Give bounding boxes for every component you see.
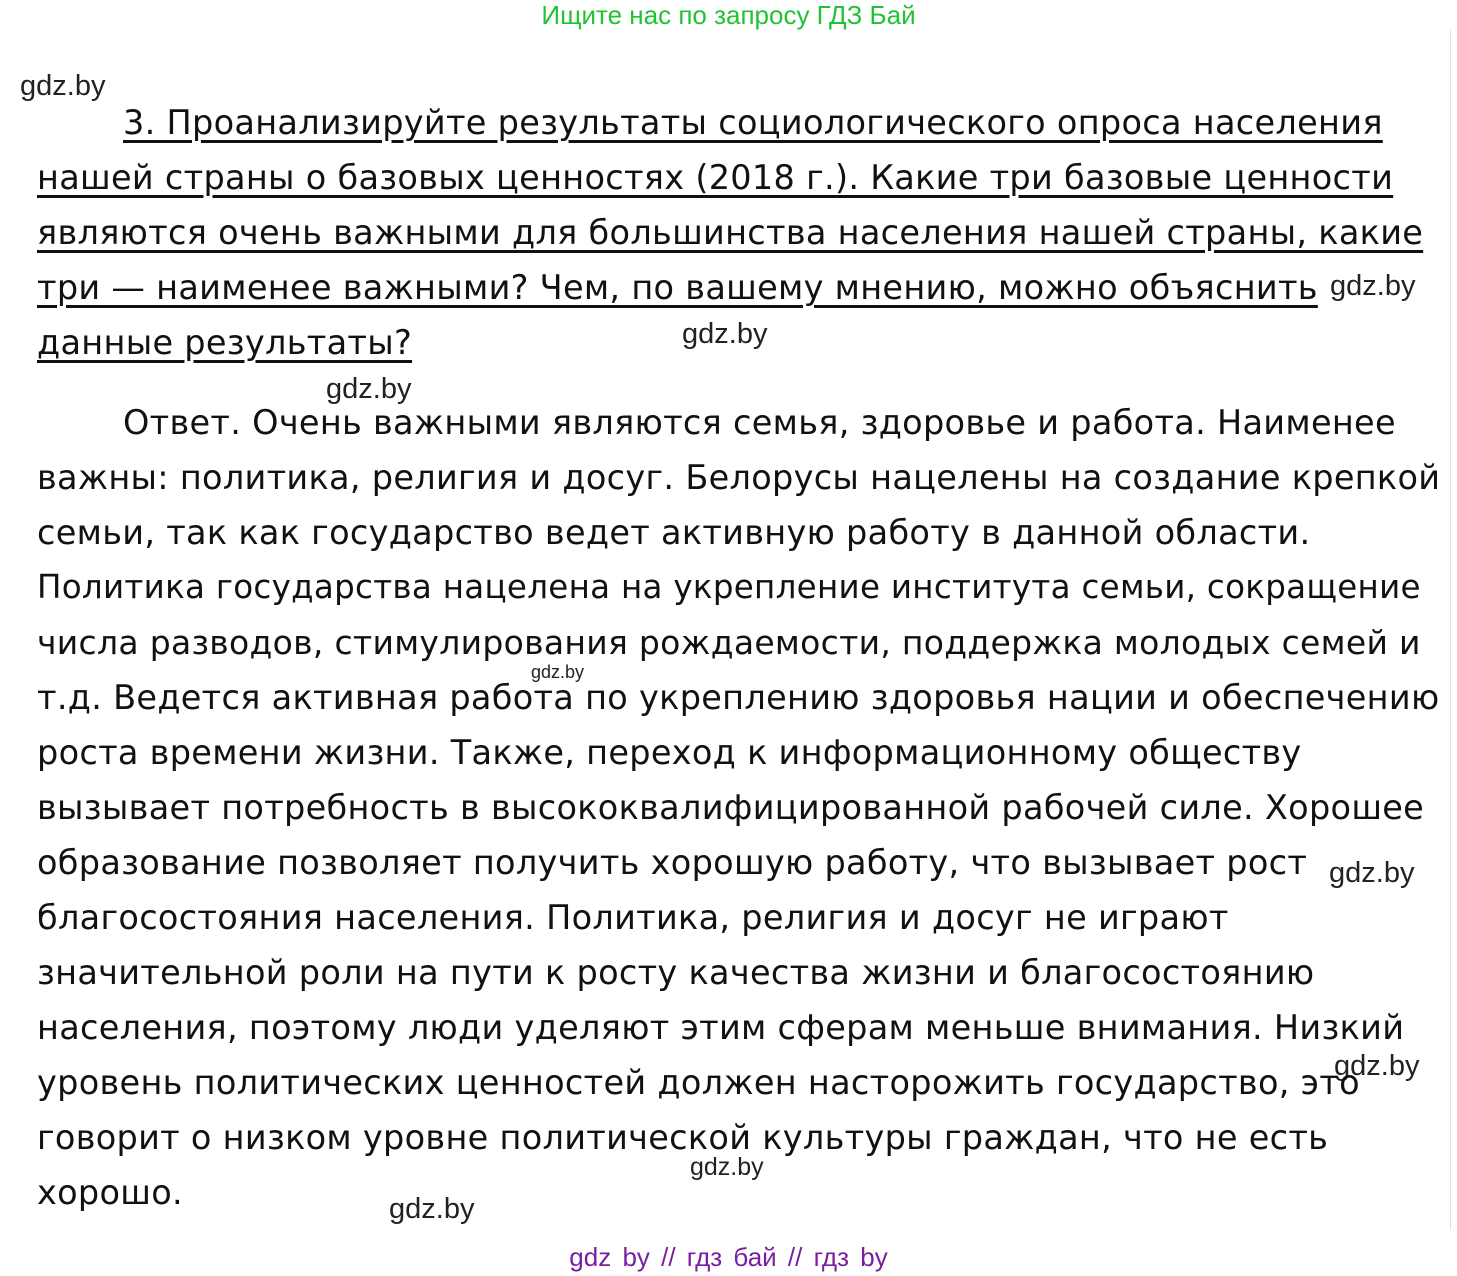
watermark: gdz.by: [682, 318, 768, 350]
answer-line: семьи, так как государство ведет активную работу в данной области.: [37, 513, 1311, 552]
watermark: gdz.by: [326, 373, 412, 405]
answer-line: Политика государства нацелена на укрепление института семьи, сокращение: [37, 568, 1421, 606]
watermark: gdz.by: [690, 1153, 764, 1181]
answer-text: [37, 395, 1441, 1220]
question-line: нашей страны о базовых ценностях (2018 г.). Какие три базовые ценности: [37, 158, 1394, 197]
watermark: gdz.by: [389, 1193, 475, 1225]
watermark: gdz.by: [1330, 270, 1416, 302]
answer-line: хорошо.: [37, 1173, 183, 1212]
answer-line: вызывает потребность в высококвалифицированной рабочей силе. Хорошее: [37, 788, 1425, 827]
watermark: gdz.by: [20, 70, 106, 102]
watermark: gdz.by: [1334, 1050, 1420, 1082]
question-line: три — наименее важными? Чем, по вашему мнению, можно объяснить: [37, 268, 1318, 307]
answer-line: уровень политических ценностей должен насторожить государство, это: [37, 1063, 1360, 1102]
answer-line: важны: политика, религия и досуг. Белорусы нацелены на создание крепкой: [37, 458, 1441, 497]
answer-line: говорит о низком уровне политической культуры граждан, что не есть: [37, 1118, 1329, 1157]
answer-line: роста времени жизни. Также, переход к информационному обществу: [37, 733, 1302, 772]
question-text: [37, 95, 1437, 370]
footer-links[interactable]: gdz by // гдз бай // гдз by: [569, 1242, 888, 1272]
answer-line: образование позволяет получить хорошую работу, что вызывает рост: [37, 843, 1308, 882]
watermark: gdz.by: [531, 662, 585, 682]
answer-line: благосостояния населения. Политика, религия и досуг не играют: [37, 898, 1229, 937]
answer-line: числа разводов, стимулирования рождаемости, поддержка молодых семей и: [37, 623, 1421, 662]
site-banner[interactable]: Ищите нас по запросу ГДЗ Бай: [541, 0, 916, 30]
answer-line: населения, поэтому люди уделяют этим сферам меньше внимания. Низкий: [37, 1008, 1405, 1047]
question-line: данные результаты?: [37, 323, 413, 362]
answer-line: значительной роли на пути к росту качества жизни и благосостоянию: [37, 953, 1315, 992]
question-line: являются очень важными для большинства населения нашей страны, какие: [37, 213, 1424, 252]
question-line: 3. Проанализируйте результаты социологического опроса населения: [123, 103, 1383, 142]
page-edge-divider: [1450, 30, 1451, 1230]
watermark: gdz.by: [1329, 857, 1415, 889]
answer-line: т.д. Ведется активная работа по укреплению здоровья нации и обеспечению: [37, 678, 1440, 717]
answer-line: Ответ. Очень важными являются семья, здоровье и работа. Наименее: [123, 403, 1396, 442]
